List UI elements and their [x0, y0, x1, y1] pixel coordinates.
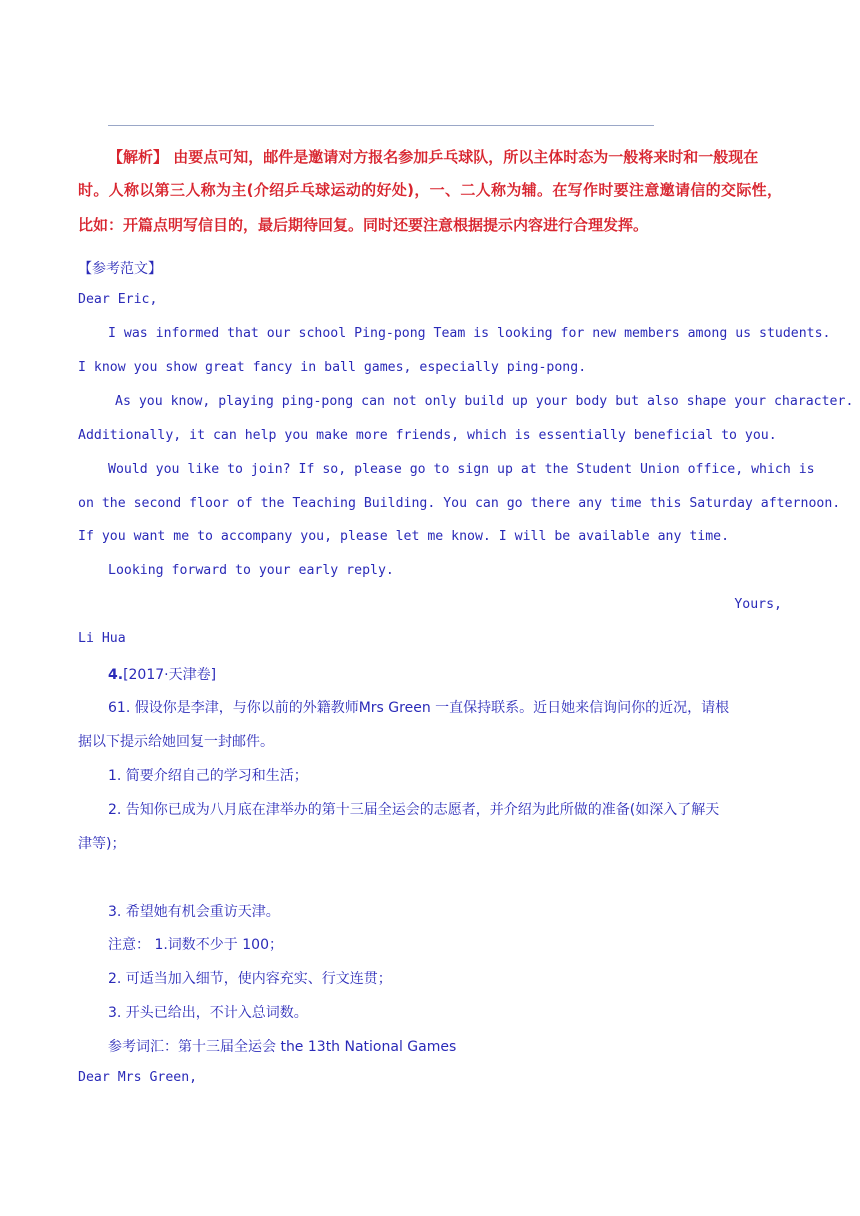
sample-p3-line-3: If you want me to accompany you, please let me know. I will be available any time.	[78, 529, 730, 544]
reference-vocabulary: 参考词汇：第十三届全运会 the 13th National Games	[108, 1039, 457, 1055]
analysis-line-1: 【解析】 由要点可知，邮件是邀请对方报名参加乒乓球队，所以主体时态为一般将来时和一般现在	[108, 148, 759, 166]
question-source: [2017·天津卷]	[123, 667, 217, 683]
question-number: 4.	[108, 667, 124, 683]
analysis-line-2: 时。人称以第三人称为主(介绍乒乓球运动的好处)，一、二人称为辅。在写作时要注意邀请信的交际性，	[78, 181, 782, 199]
sample-p4: Looking forward to your early reply.	[108, 563, 394, 578]
question-greeting: Dear Mrs Green,	[78, 1070, 198, 1085]
note-1: 注意： 1.词数不少于 100；	[108, 937, 283, 953]
sample-greeting: Dear Eric,	[78, 292, 158, 307]
requirement-3: 3. 希望她有机会重访天津。	[108, 904, 280, 920]
sample-closing: Yours,	[734, 597, 782, 612]
sample-signature: Li Hua	[78, 631, 126, 646]
header-divider	[108, 125, 654, 126]
note-3: 3. 开头已给出，不计入总词数。	[108, 1005, 308, 1021]
sample-p2-line-1: As you know, playing ping-pong can not only build up your body but also shape your character.	[115, 394, 854, 409]
question-header	[108, 664, 216, 684]
sample-p3-line-2: on the second floor of the Teaching Building. You can go there any time this Saturday afternoon.	[78, 496, 841, 511]
sample-p2-line-2: Additionally, it can help you make more friends, which is essentially beneficial to you.	[78, 428, 777, 443]
sample-p1-line-2: I know you show great fancy in ball games, especially ping-pong.	[78, 360, 587, 375]
sample-p1-line-1: I was informed that our school Ping-pong Team is looking for new members among us students.	[108, 326, 831, 341]
requirement-2-line-1: 2. 告知你已成为八月底在津举办的第十三届全运会的志愿者，并介绍为此所做的准备(如深入了解天	[108, 802, 720, 818]
note-2: 2. 可适当加入细节，使内容充实、行文连贯；	[108, 971, 392, 987]
question-intro-line-1: 61. 假设你是李津，与你以前的外籍教师Mrs Green 一直保持联系。近日她来信询问你的近况，请根	[108, 700, 730, 716]
question-intro-line-2: 据以下提示给她回复一封邮件。	[78, 734, 274, 750]
analysis-line-3: 比如：开篇点明写信目的，最后期待回复。同时还要注意根据提示内容进行合理发挥。	[78, 216, 649, 234]
requirement-2-line-2: 津等)；	[78, 836, 126, 852]
sample-heading: 【参考范文】	[78, 261, 162, 277]
requirement-1: 1. 简要介绍自己的学习和生活；	[108, 768, 308, 784]
sample-p3-line-1: Would you like to join? If so, please go to sign up at the Student Union office, which is	[108, 462, 815, 477]
